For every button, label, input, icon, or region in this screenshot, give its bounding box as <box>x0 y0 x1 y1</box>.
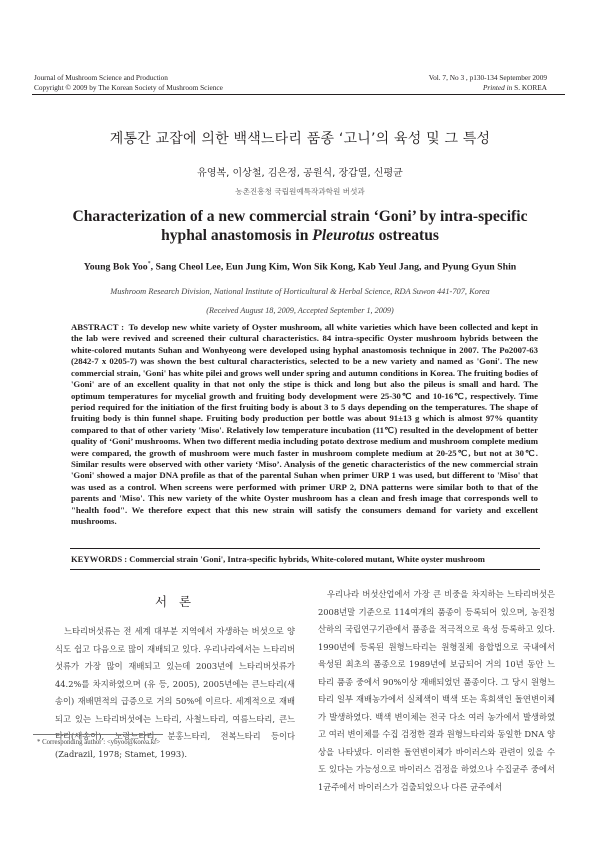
printed-country: S. KOREA <box>512 82 547 92</box>
english-affiliation: Mushroom Research Division, National Institute of Horticultural & Herbal Science, RDA Suwon 441-707, Korea <box>110 287 490 296</box>
header-rule <box>32 94 565 95</box>
keywords: KEYWORDS : Commercial strain 'Goni', Intra-specific hybrids, White-colored mutant, White oyster mushroom <box>71 554 485 564</box>
intro-heading: 서 론 <box>154 594 196 609</box>
english-title-genus: Pleurotus <box>312 227 375 244</box>
abstract-label: ABSTRACT : <box>71 322 124 332</box>
intro-column-right: 우리나라 버섯산업에서 가장 큰 비중을 차지하는 느타리버섯은 2008년말 기준으로 114여개의 품종이 등록되어 있으며, 농진청 산하의 국립연구기관에서 품종을 적극적으로 육성 등록하고 있다. 1990년에 등록된 원형느타리는 원형질체 융합법으로 국내에서 육성된 최초의 품종으로 1989년에 보급되어 거의 10년 동안 느타리 품종 중에서 90%이상 재배되었던 품종이다. 그 당시 원형느타리 일부 재배농가에서 실체색이 백색 또는 흑회색인 돌연변이체가 발생하였다. 백색 변이체는 전국 다소 여러 농가에서 발생하였고 여러 변이체를 수집 검정한 결과 원형느타리와 동일한 DNA 양상을 나타냈다. 이러한 돌연변이체가 바이러스와 관련이 있을 수도 있다는 가능성으로 바이러스 검정을 하였으나 수집균주 중에서 1균주에서 바이러스가 검출되었으나 다른 균주에서 <box>318 589 555 793</box>
korean-title: 계통간 교잡에 의한 백색느타리 품종 ‘고니’의 육성 및 그 특성 <box>109 131 491 147</box>
received-dates: (Received August 18, 2009, Accepted September 1, 2009) <box>206 306 394 315</box>
volume-line: Vol. 7, No 3 , p130-134 September 2009 <box>428 73 547 82</box>
english-title-main: Characterization of a new commercial strain ‘Goni’ by intra-specific hyphal anastomosis in <box>72 208 528 244</box>
korean-affiliation: 농촌진흥청 국립원예특작과학원 버섯과 <box>235 187 365 196</box>
english-authors <box>0 261 600 272</box>
corresponding-mark: * <box>147 261 151 267</box>
other-authors: , Sang Cheol Lee, Eun Jung Kim, Won Sik Kong, Kab Yeul Jang, and Pyung Gyun Shin <box>150 261 517 273</box>
footnote-rule <box>33 734 163 735</box>
first-author: Young Bok Yoo <box>83 261 148 273</box>
journal-name: Journal of Mushroom Science and Production <box>34 73 168 82</box>
copyright-line: Copyright © 2009 by The Korean Society of Mushroom Science <box>34 82 223 92</box>
keywords-bottom-rule <box>70 569 540 570</box>
journal-header-right <box>429 73 547 92</box>
abstract-text: To develop new white variety of Oyster mushroom, all white varieties which have been collected and kept in the lab were revived and screened their cultural characteristics. 84 intra-specific Oyster mushroom hybrids between the white-colored mutants Suhan and Wonhyeong were developed using hyphal anastomosis technique in 2007. The Po2007-63 (2842-7 x 0205-7) was shown the best cultural characteristics, selected to be a new variety and named as 'Goni'. The new commercial strain, 'Goni' has white pilei and grows well under spring and autumn conditions in Korea. The fruiting bodies of 'Goni' are of an excellent quality in that not only the stipe is thick and long but also the pileus is small and hard. The optimum temperatures for mycelial growth and fruiting body development were 25-30℃ and 10-16℃, respectively. Time period required for the initiation of the first fruiting body is about 3 to 5 days depending on the temperatures. The shape of fruiting body is thin funnel shape. Fruiting body production per bottle was about 91±13 g which is almost 97% quantity compared to that of other variety 'Miso'. Relatively low temperature incubation (11℃) resulted in the development of better quality of ‘Goni’ mushrooms. When two different media including potato dextrose medium and mushroom complete medium were compared, the growth of mushroom were much faster in mushroom complete medium at 20-25℃, but not at 30℃. Similar results were observed with other variety ‘Miso’. Analysis of the genetic characteristics of the new commercial strain 'Goni' showed a major DNA profile as that of the parental Suhan when primer URP 1 was used, but different to 'Miso' that was used as a control. When screens were performed with primer URP 2, DNA patterns were similar both to that of the parents and 'Miso'. This new variety of the white Oyster mushroom has a clean and fresh image that corresponds well to "health food". We therefore expect that this new strain will satisfy the consumers demand for variety and excellent mushrooms. <box>71 322 538 527</box>
english-title <box>60 207 540 245</box>
journal-header-left <box>34 73 223 92</box>
abstract <box>71 322 538 528</box>
korean-authors: 유영복, 이상철, 김은정, 공원식, 장갑열, 신평균 <box>197 168 403 179</box>
printed-line <box>429 83 547 93</box>
english-title-species: ostreatus <box>374 227 439 244</box>
intro-column-left: 느타리버섯류는 전 세계 대부분 지역에서 자생하는 버섯으로 양식도 쉽고 다음으로 많이 재배되고 있다. 우리나라에서는 느타리버섯류가 가장 많이 재배되고 있는데 2003년에 느타리버섯류가 44.2%를 차지하였으며 (유 등, 2005), 2005년에는 큰느타리(새송이) 재배면적의 급증으로 거의 50%에 이르다. 세계적으로 재배되고 있는 느타리버섯에는 느타리, 사철느타리, 여름느타리, 큰느타리(새송이), 노랑느타리, 분홍느타리, 전복느타리 등이다(Zadrazil, 1978; Stamet, 1993). <box>55 626 295 759</box>
footnote: * Corresponding author : <ybyoo@korea.kr> <box>37 739 161 746</box>
keywords-top-rule <box>70 548 540 549</box>
printed-label: Printed in <box>482 82 513 92</box>
